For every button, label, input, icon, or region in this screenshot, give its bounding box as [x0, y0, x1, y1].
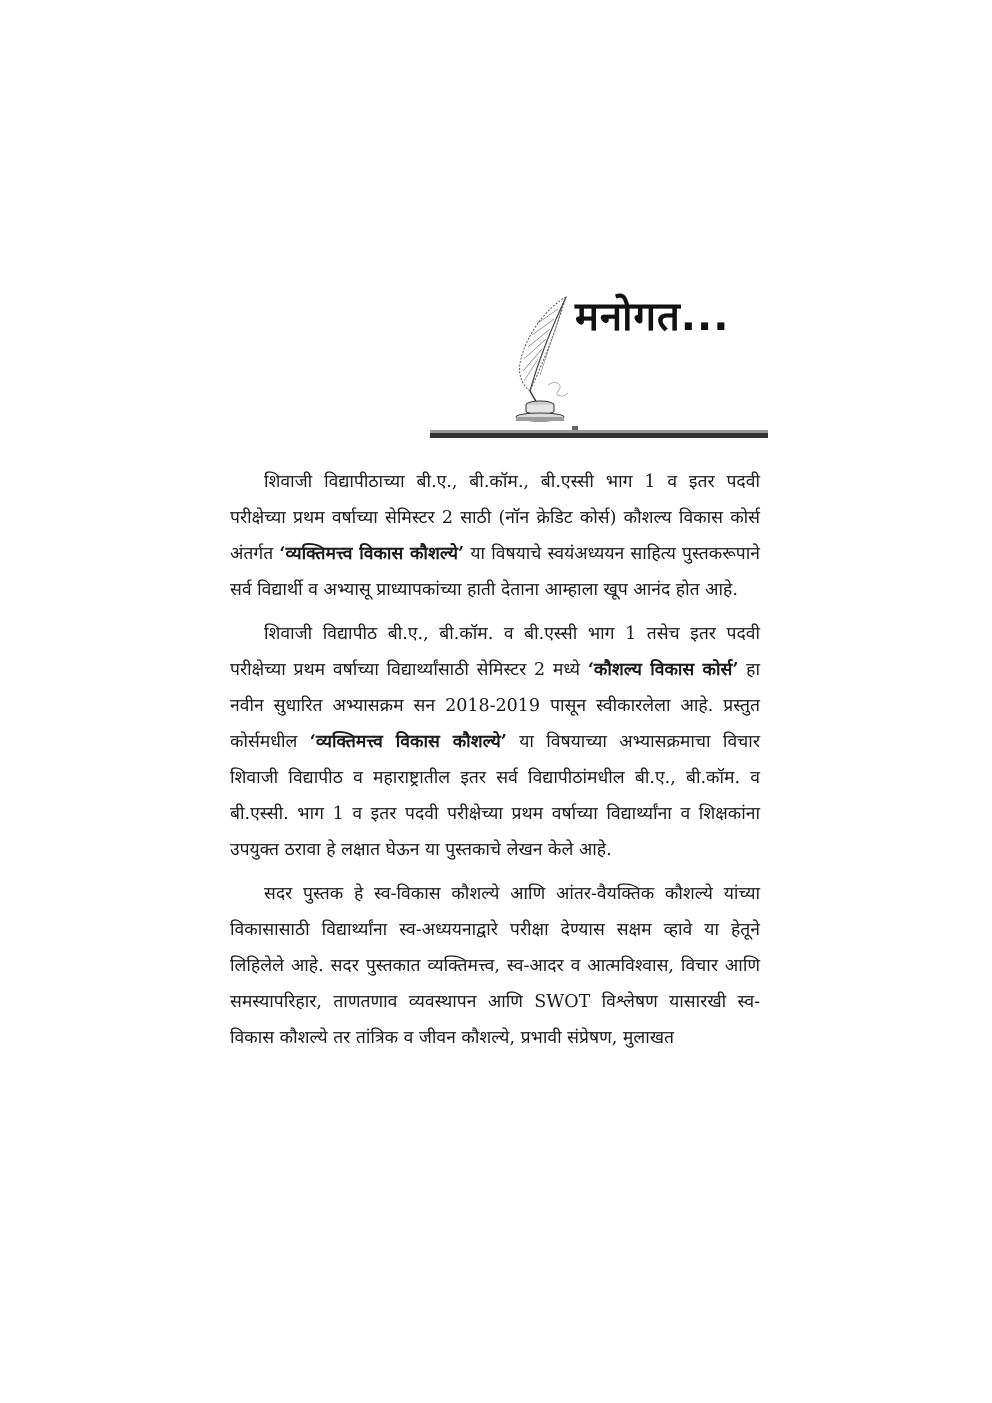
paragraph-segment: शिवाजी विद्यापीठाच्या बी.ए., बी.कॉम., बी.एस्सी भाग 1 व इतर पदवी परीक्षेच्या प्रथम वर्षाच्या सेमिस्टर 2 साठी (नॉन क्रेडिट कोर्स) कौशल्य विकास कोर्स अंतर्गत	[230, 472, 760, 564]
body-text	[230, 464, 760, 1064]
paragraph-2	[230, 616, 760, 868]
page-title: मनोगत...	[575, 294, 730, 340]
paragraph-segment: हा नवीन सुधारित अभ्यासक्रम सन 2018-2019 पासून स्वीकारलेला आहे. प्रस्तुत कोर्समधील	[230, 660, 760, 752]
paragraph-segment: सदर पुस्तक हे स्व-विकास कौशल्ये आणि आंतर-वैयक्तिक कौशल्ये यांच्या विकासासाठी विद्यार्थ्यांना स्व-अध्ययनाद्वारे परीक्षा देण्यास सक्षम व्हावे या हेतूने लिहिलेले आहे. सदर पुस्तकात व्यक्तिमत्त्व, स्व-आदर व आत्मविश्वास, विचार आणि समस्यापरिहार, ताणतणाव व्यवस्थापन आणि SWOT विश्लेषण यासारखी स्व-विकास कौशल्ये तर तांत्रिक व जीवन कौशल्ये, प्रभावी संप्रेषण, मुलाखत	[230, 884, 760, 1048]
paragraph-segment-bold: ‘व्यक्तिमत्त्व विकास कौशल्ये’	[279, 544, 465, 564]
paragraph-segment-bold: ‘कौशल्य विकास कोर्स’	[587, 660, 739, 680]
paragraph-segment: या विषयाचे स्वयंअध्ययन साहित्य पुस्तकरूपाने सर्व विद्यार्थी व अभ्यासू प्राध्यापकांच्या हाती देताना आम्हाला खूप आनंद होत आहे.	[230, 544, 760, 600]
heading-rule-tick	[572, 426, 578, 430]
heading-rule	[430, 430, 768, 438]
paragraph-segment: या विषयाच्या अभ्यासक्रमाचा विचार शिवाजी विद्यापीठ व महाराष्ट्रातील इतर सर्व विद्यापीठांमधील बी.ए., बी.कॉम. व बी.एस्सी. भाग 1 व इतर पदवी परीक्षेच्या प्रथम वर्षाच्या विद्यार्थ्यांना व शिक्षकांना उपयुक्त ठरावा हे लक्षात घेऊन या पुस्तकाचे लेखन केले आहे.	[230, 732, 760, 860]
paragraph-segment: शिवाजी विद्यापीठ बी.ए., बी.कॉम. व बी.एस्सी भाग 1 तसेच इतर पदवी परीक्षेच्या प्रथम वर्षाच्या विद्यार्थ्यांसाठी सेमिस्टर 2 मध्ये	[230, 624, 760, 680]
paragraph-segment-bold: ‘व्यक्तिमत्त्व विकास कौशल्ये’	[309, 732, 507, 752]
paragraph-3	[230, 876, 760, 1056]
quill-pen-icon	[508, 293, 580, 423]
paragraph-1	[230, 464, 760, 608]
heading-block	[430, 285, 770, 440]
